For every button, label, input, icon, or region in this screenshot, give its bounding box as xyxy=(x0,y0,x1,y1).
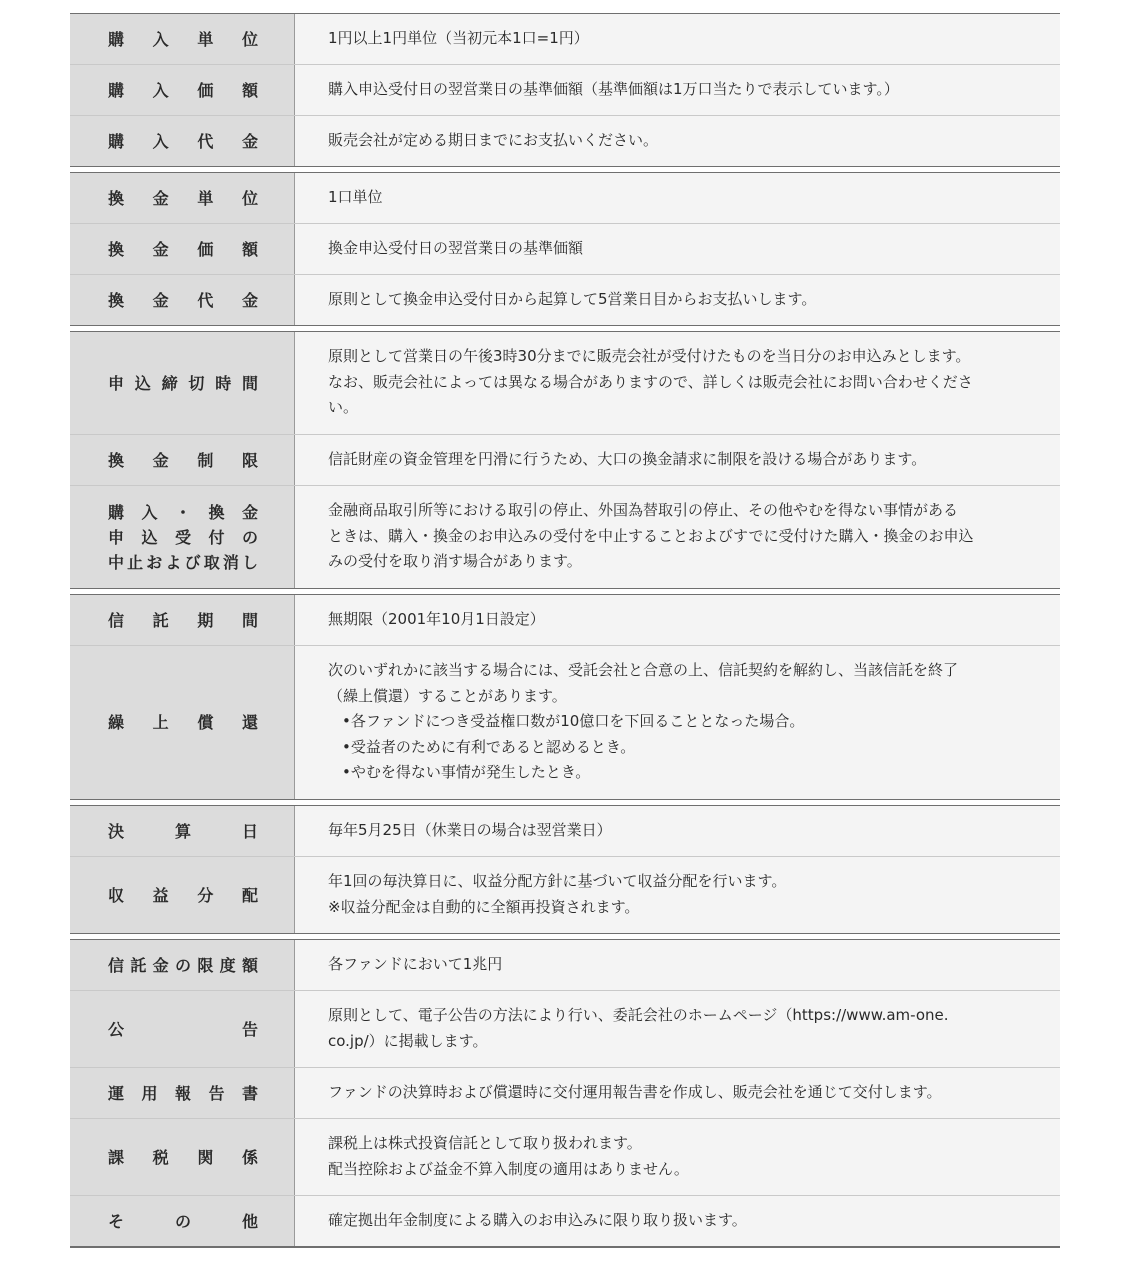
table-group xyxy=(70,939,1060,1248)
table-row xyxy=(70,806,1060,857)
table-row xyxy=(70,486,1060,589)
row-label xyxy=(70,595,295,645)
row-value-line: （繰上償還）することがあります。 xyxy=(328,686,567,705)
row-value xyxy=(295,857,1060,933)
row-value-line: ときは、購入・換金のお申込みの受付を中止することおよびすでに受付けた購入・換金のお申込 xyxy=(328,526,974,545)
row-value-line: 1口単位 xyxy=(328,187,383,206)
row-label xyxy=(70,940,295,990)
row-value-line: みの受付を取り消す場合があります。 xyxy=(328,552,582,571)
row-value xyxy=(295,332,1060,434)
row-label xyxy=(70,332,295,434)
row-label xyxy=(70,435,295,485)
bullet-item: •受益者のために有利であると認めるとき。 xyxy=(342,737,636,756)
row-label xyxy=(70,173,295,223)
row-label-line: 繰 上 償 還 xyxy=(108,713,258,732)
row-label-line: 課 税 関 係 xyxy=(108,1147,258,1167)
table-row xyxy=(70,224,1060,275)
row-value xyxy=(295,806,1060,856)
row-value xyxy=(295,991,1060,1067)
row-value-line: 配当控除および益金不算入制度の適用はありません。 xyxy=(328,1159,689,1178)
row-label xyxy=(70,65,295,115)
fund-terms-table xyxy=(70,13,1060,1248)
row-label-line: 中止および取消し xyxy=(108,552,258,572)
row-label xyxy=(70,275,295,325)
row-value xyxy=(295,275,1060,325)
row-value xyxy=(295,65,1060,115)
row-value-line: 1円以上1円単位（当初元本1口=1円） xyxy=(328,28,589,47)
table-row xyxy=(70,857,1060,934)
row-value-line: い。 xyxy=(328,398,359,417)
row-value-line: 毎年5月25日（休業日の場合は翌営業日） xyxy=(328,820,612,839)
row-label-line: 決 算 日 xyxy=(108,821,258,841)
row-value xyxy=(295,486,1060,588)
bullet-item: •各ファンドにつき受益権口数が10億口を下回ることとなった場合。 xyxy=(342,712,805,731)
row-label-line: 購 入 単 位 xyxy=(108,29,258,49)
row-value-line: 次のいずれかに該当する場合には、受託会社と合意の上、信託契約を解約し、当該信託を終了 xyxy=(328,661,959,680)
row-label xyxy=(70,646,295,799)
row-value-line: 販売会社が定める期日までにお支払いください。 xyxy=(328,130,659,149)
row-value-line: 無期限（2001年10月1日設定） xyxy=(328,609,545,628)
table-row xyxy=(70,991,1060,1068)
row-label-line: そ の 他 xyxy=(108,1211,258,1231)
row-value-line: 原則として、電子公告の方法により行い、委託会社のホームページ（https://www.am-one. xyxy=(328,1006,949,1024)
row-value-line: 各ファンドにおいて1兆円 xyxy=(328,954,503,973)
row-label-line: 購 入 価 額 xyxy=(108,80,258,100)
table-row xyxy=(70,275,1060,326)
table-row xyxy=(70,116,1060,167)
row-value xyxy=(295,940,1060,990)
row-label xyxy=(70,991,295,1067)
table-group xyxy=(70,331,1060,589)
row-label-line: 信託金の限度額 xyxy=(108,955,258,975)
row-value-line: 購入申込受付日の翌営業日の基準価額（基準価額は1万口当たりで表示しています。） xyxy=(328,79,899,98)
row-label xyxy=(70,224,295,274)
row-value xyxy=(295,1119,1060,1195)
row-value-line: なお、販売会社によっては異なる場合がありますので、詳しくは販売会社にお問い合わせくださ xyxy=(328,372,973,391)
row-label-line: 換 金 制 限 xyxy=(108,450,258,470)
table-row xyxy=(70,65,1060,116)
table-row xyxy=(70,332,1060,435)
table-group xyxy=(70,14,1060,167)
row-label xyxy=(70,1068,295,1118)
row-value-line: co.jp/）に掲載します。 xyxy=(328,1031,488,1050)
table-row xyxy=(70,14,1060,65)
row-value-line: 換金申込受付日の翌営業日の基準価額 xyxy=(328,238,584,257)
table-group xyxy=(70,805,1060,934)
row-label-line: 公 告 xyxy=(108,1019,258,1039)
row-value-line: 原則として換金申込受付日から起算して5営業日目からお支払いします。 xyxy=(328,289,817,308)
row-label-line: 換 金 代 金 xyxy=(108,290,258,310)
row-value-line: ※収益分配金は自動的に全額再投資されます。 xyxy=(328,897,640,916)
row-value-line: 年1回の毎決算日に、収益分配方針に基づいて収益分配を行います。 xyxy=(328,872,787,890)
row-label xyxy=(70,857,295,933)
row-value-line: 信託財産の資金管理を円滑に行うため、大口の換金請求に制限を設ける場合があります。 xyxy=(328,449,927,468)
row-value xyxy=(295,646,1060,799)
table-group xyxy=(70,594,1060,800)
row-value-line: 金融商品取引所等における取引の停止、外国為替取引の停止、その他やむを得ない事情がある xyxy=(328,501,959,520)
row-value xyxy=(295,595,1060,645)
row-label-line: 申込締切時間 xyxy=(108,373,258,393)
table-row xyxy=(70,940,1060,991)
row-label-line: 申 込 受 付 の xyxy=(108,527,258,547)
row-label xyxy=(70,116,295,166)
table-row xyxy=(70,435,1060,486)
table-row xyxy=(70,1119,1060,1196)
table-row xyxy=(70,646,1060,800)
row-label xyxy=(70,14,295,64)
row-label-line: 換 金 価 額 xyxy=(108,239,258,259)
row-label-line: 運用報告書 xyxy=(108,1083,258,1103)
row-label xyxy=(70,1196,295,1246)
row-value xyxy=(295,435,1060,485)
row-label-line: 信 託 期 間 xyxy=(108,610,258,630)
row-value xyxy=(295,173,1060,223)
table-group xyxy=(70,172,1060,326)
row-label-line: 収 益 分 配 xyxy=(108,885,258,905)
row-label-line: 換 金 単 位 xyxy=(108,188,258,208)
row-label-line: 購 入 ・ 換 金 xyxy=(108,502,258,522)
table-row xyxy=(70,595,1060,646)
row-value xyxy=(295,1068,1060,1118)
table-row xyxy=(70,1196,1060,1247)
row-value xyxy=(295,116,1060,166)
bullet-item: •やむを得ない事情が発生したとき。 xyxy=(342,763,591,782)
row-label xyxy=(70,1119,295,1195)
row-value-line: 課税上は株式投資信託として取り扱われます。 xyxy=(328,1134,642,1152)
row-label xyxy=(70,486,295,588)
row-value xyxy=(295,1196,1060,1246)
row-value-line: 確定拠出年金制度による購入のお申込みに限り取り扱います。 xyxy=(328,1210,747,1229)
row-label xyxy=(70,806,295,856)
row-value-line: 原則として営業日の午後3時30分までに販売会社が受付けたものを当日分のお申込みとします。 xyxy=(328,347,971,366)
row-value xyxy=(295,224,1060,274)
table-row xyxy=(70,173,1060,224)
table-row xyxy=(70,1068,1060,1119)
row-value xyxy=(295,14,1060,64)
row-label-line: 購 入 代 金 xyxy=(108,131,258,151)
row-value-line: ファンドの決算時および償還時に交付運用報告書を作成し、販売会社を通じて交付します。 xyxy=(328,1082,942,1101)
